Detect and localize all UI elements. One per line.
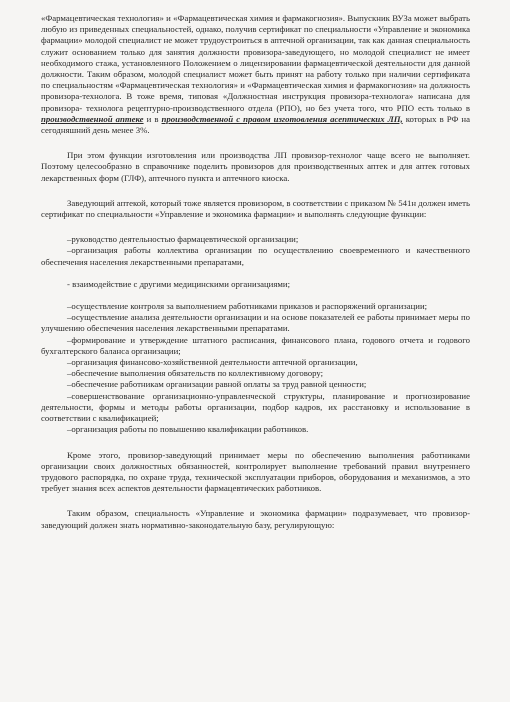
function-item: –совершенствование организационно-управленческой структуры, планирование и прогнозирование деятельности, формы и методы работы организации, подбор кадров, их расстановку и использование в соответствии с квалификацией;: [41, 390, 470, 424]
underlined-aseptic-pharmacy: производственной с правом изготовления асептических ЛП,: [161, 113, 403, 124]
function-item: –руководство деятельностью фармацевтической организации;: [67, 234, 299, 245]
functions-list: [41, 234, 470, 435]
function-item: –обеспечение работникам организации равной оплаты за труд равной ценности;: [67, 379, 367, 390]
paragraph-conclusion: Таким образом, специальность «Управление и экономика фармации» подразумевает, что провизор-заведующий должен знать нормативно-законодательную базу, регулирующую:: [41, 508, 470, 530]
function-item: –осуществление анализа деятельности организации и на основе показателей ее работы принимает меры по улучшению обеспечения населения лекарственными препаратами.: [41, 312, 470, 334]
function-item: - взаимодействие с другими медицинскими организациями;: [67, 278, 291, 289]
underlined-production-pharmacy: производственной аптеке: [41, 113, 144, 124]
function-item: –организация работы коллектива организации по осуществлению своевременного и качественного обеспечения населения лекарственными препаратами,: [41, 245, 470, 267]
paragraph-specialties: [41, 13, 470, 136]
conjunction-text: и в: [143, 113, 162, 124]
paragraph-specialties-end: которых в РФ на сегодняшний день менее 3%.: [41, 113, 470, 136]
function-item: –обеспечение выполнения обязательств по коллективному договору;: [67, 368, 324, 379]
paragraph-additional-duties: Кроме этого, провизор-заведующий принимает меры по обеспечению выполнения работниками организации своих должностных обязанностей, контролирует выполнение требований правил внутреннего трудового распорядка, по охране труда, технической эксплуатации приборов, оборудования и механизмов, а это требует знания всех аспектов деятельности фармацевтических работников.: [41, 449, 470, 494]
function-item: –формирование и утверждение штатного расписания, финансового плана, годового отчета и годового бухгалтерского баланса организации;: [41, 334, 470, 356]
function-item: –организация работы по повышению квалификации работников.: [67, 424, 309, 435]
paragraph-specialties-text: «Фармацевтическая технология» и «Фармацевтическая химия и фармакогнозия». Выпускник ВУЗа может выбрать любую из приведенных специальностей, однако, получив сертификат по специальности «Управление и экономика фармации» молодой специалист не может трудоустроиться в аптечной организации, так как данная специальность служит основанием только для занятия должности провизора-заведующего, но молодой специалист не имеет необходимого стажа, установленного Положением о лицензировании фармацевтической деятельности для данной должности. Таким образом, молодой специалист может быть принят на работу только при наличии сертификата по специальностям «Фармацевтическая технология» и «Фармацевтическая химия и фармакогнозия» на должность провизора-технолога. В тоже время, типовая «Должностная инструкция провизора-технолога» написана для провизора- технолога рецептурно-производственного отдела (РПО), но без учета того, что РПО есть только в: [41, 13, 470, 113]
function-item: –организация финансово-хозяйственной деятельности аптечной организации,: [67, 357, 358, 368]
function-item: –осуществление контроля за выполнением работниками приказов и распоряжений организации;: [67, 301, 428, 312]
paragraph-technologist-functions: При этом функции изготовления или производства ЛП провизор-технолог чаще всего не выполняет. Поэтому целесообразно в справочнике поделить провизоров для производственных аптек и для аптек готовых лекарственных форм (ГЛФ), аптечного пункта и аптечного киоска.: [41, 150, 470, 183]
paragraph-head-pharmacist: Заведующий аптекой, который тоже является провизором, в соответствии с приказом № 541н должен иметь сертификат по специальности «Управление и экономика фармации» и выполнять следующие функции:: [41, 197, 470, 220]
